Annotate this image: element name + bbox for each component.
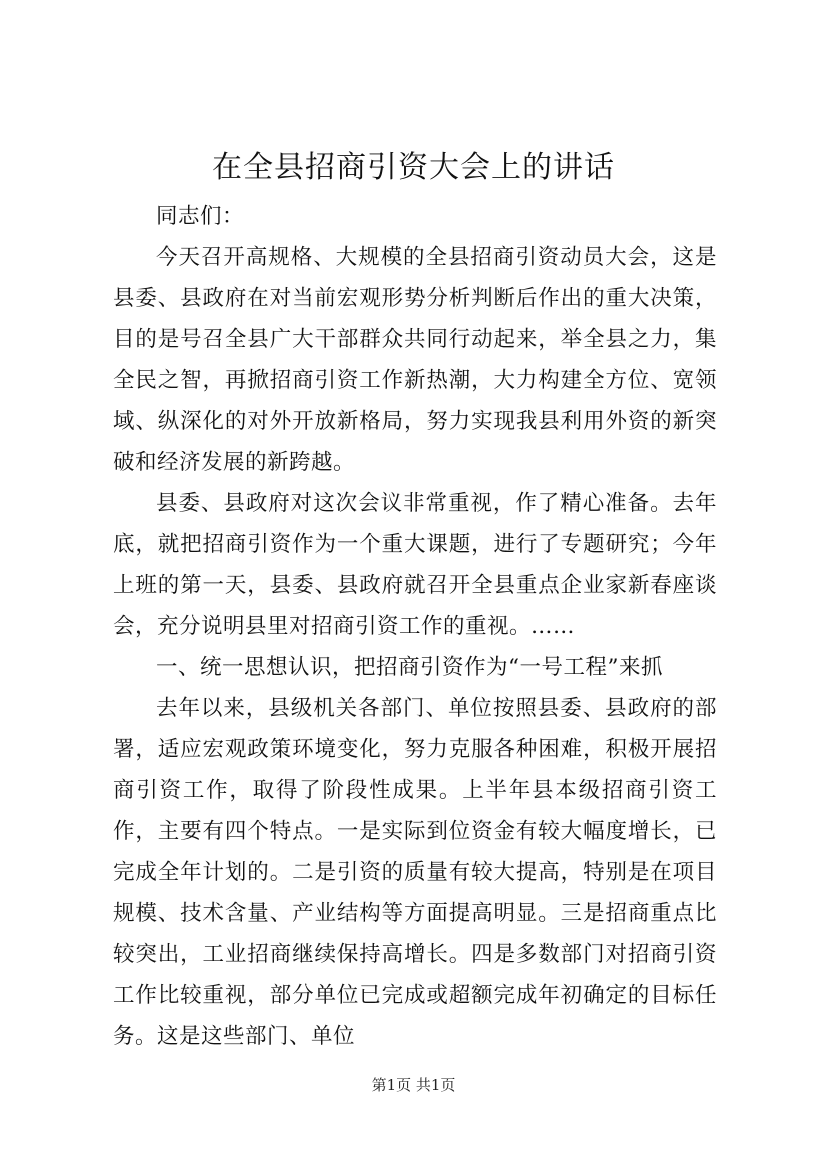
paragraph-preparation: 县委、县政府对这次会议非常重视，作了精心准备。去年底，就把招商引资作为一个重大课题，进行了专题研究；今年上班的第一天，县委、县政府就召开全县重点企业家新春座谈会，充分说明县里对招商引资工作的重视。……: [113, 491, 717, 639]
document-title: 在全县招商引资大会上的讲话: [212, 150, 615, 185]
document-body: [113, 196, 717, 1057]
paragraph-salutation: 同志们：: [156, 204, 245, 229]
paragraph-opening: 今天召开高规格、大规模的全县招商引资动员大会，这是县委、县政府在对当前宏观形势分析判断后作出的重大决策，目的是号召全县广大干部群众共同行动起来，举全县之力，集全民之智，再掀招商引资工作新热潮，大力构建全方位、宽领域、纵深化的对外开放新格局，努力实现我县利用外资的新突破和经济发展的新跨越。: [113, 245, 717, 475]
section-heading-1: 一、统一思想认识，把招商引资作为“一号工程”来抓: [156, 655, 663, 680]
page-number-footer: 第1页 共1页: [371, 1076, 456, 1094]
paragraph-achievements: 去年以来，县级机关各部门、单位按照县委、县政府的部署，适应宏观政策环境变化，努力克服各种困难，积极开展招商引资工作，取得了阶段性成果。上半年县本级招商引资工作，主要有四个特点。一是实际到位资金有较大幅度增长，已完成全年计划的。二是引资的质量有较大提高，特别是在项目规模、技术含量、产业结构等方面提高明显。三是招商重点比较突出，工业招商继续保持高增长。四是多数部门对招商引资工作比较重视，部分单位已完成或超额完成年初确定的目标任务。这是这些部门、单位: [113, 696, 717, 1049]
